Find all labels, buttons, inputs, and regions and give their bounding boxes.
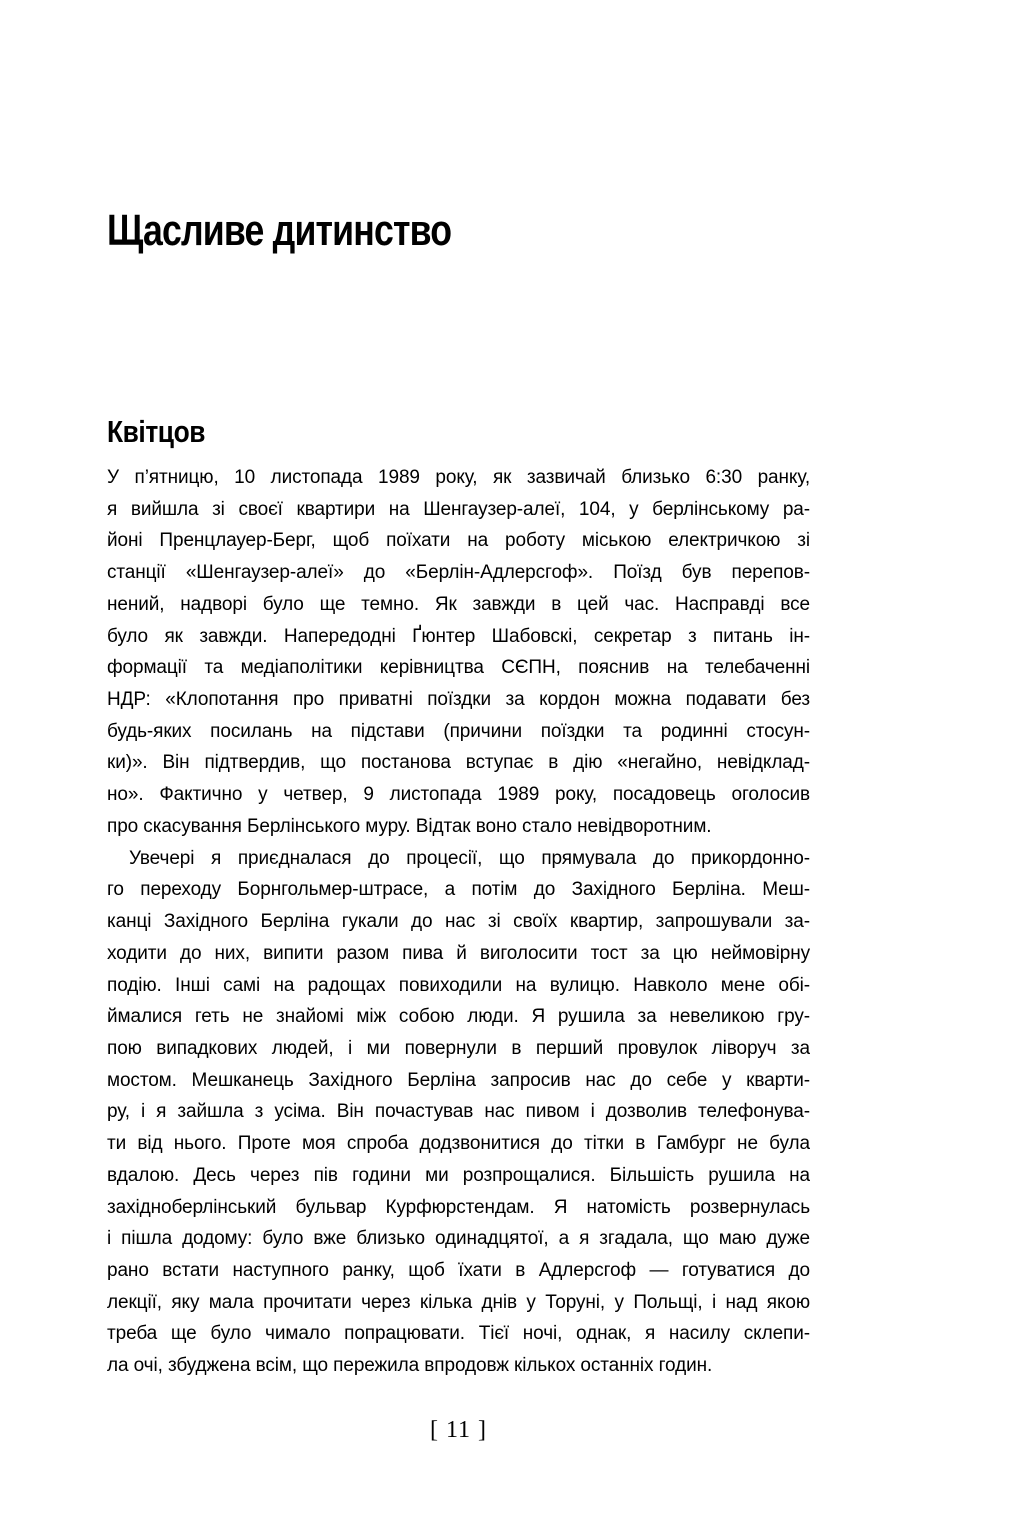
text-line: станції «Шенгаузер-алеї» до «Берлін-Адлерсгоф». Поїзд був перепов- [107, 562, 810, 584]
text-line: рано встати наступного ранку, щоб їхати в Адлерсгоф — готуватися до [107, 1259, 810, 1281]
text-line: подію. Інші самі на радощах повиходили на вулицю. Навколо мене обі- [107, 974, 810, 996]
text-line: ки)». Він підтвердив, що постанова вступає в дію «негайно, невідклад- [107, 752, 810, 774]
text-line: мостом. Мешканець Західного Берліна запросив нас до себе у кварти- [107, 1069, 810, 1091]
text-line: нений, надворі було ще темно. Як завжди в цей час. Насправді все [107, 593, 810, 615]
text-line: ти від нього. Проте моя спроба додзвонитися до тітки в Гамбург не була [107, 1133, 810, 1155]
paragraph-1 [107, 462, 810, 843]
paragraph-2 [107, 843, 810, 1382]
text-line: я вийшла зі своєї квартири на Шенгаузер-алеї, 104, у берлінському ра- [107, 498, 810, 520]
text-line: ру, і я зайшла з усіма. Він почастував нас пивом і дозволив телефонува- [107, 1101, 810, 1123]
text-line: ймалися геть не знайомі між собою люди. Я рушила за невеликою гру- [107, 1006, 810, 1028]
text-line: західноберлінський бульвар Курфюрстендам. Я натомість розвернулась [107, 1196, 810, 1218]
text-line: Увечері я приєдналася до процесії, що прямувала до прикордонно- [129, 847, 810, 869]
text-line: формації та медіаполітики керівництва СЄПН, пояснив на телебаченні [107, 657, 810, 679]
text-line: треба ще було чимало попрацювати. Тієї ночі, однак, я насилу склепи- [107, 1323, 810, 1345]
text-line: йоні Пренцлауер-Берг, щоб поїхати на роботу міською електричкою зі [107, 530, 810, 552]
text-line: ходити до них, випити разом пива й виголосити тост за цю неймовірну [107, 942, 810, 964]
text-line: но». Фактично у четвер, 9 листопада 1989 року, посадовець оголосив [107, 784, 810, 806]
text-line: лекції, яку мала прочитати через кілька днів у Торуні, у Польщі, і над якою [107, 1291, 810, 1313]
text-line: пою випадкових людей, і ми повернули в перший провулок ліворуч за [107, 1037, 810, 1059]
text-line: НДР: «Клопотання про приватні поїздки за кордон можна подавати без [107, 689, 810, 711]
body-text [107, 462, 810, 1382]
text-line: було як завжди. Напередодні Ґюнтер Шабовскі, секретар з питань ін- [107, 625, 810, 647]
section-heading: Квітцов [107, 413, 206, 449]
text-line: і пішла додому: було вже близько одинадцятої, а я згадала, що маю дуже [107, 1228, 810, 1250]
text-line: про скасування Берлінського муру. Відтак воно стало невідворотним. [107, 815, 712, 837]
text-line: вдалою. Десь через пів години ми розпрощалися. Більшість рушила на [107, 1164, 810, 1186]
text-line: канці Західного Берліна гукали до нас зі своїх квартир, запрошували за- [107, 911, 810, 933]
text-line: У п’ятницю, 10 листопада 1989 року, як зазвичай близько 6:30 ранку, [107, 467, 810, 488]
page-number: [ 11 ] [429, 1417, 488, 1443]
chapter-title: Щасливе дитинство [107, 206, 452, 256]
text-line: го переходу Борнгольмер-штрасе, а потім до Західного Берліна. Меш- [107, 879, 810, 901]
text-line: ла очі, збуджена всім, що пережила впродовж кількох останніх годин. [107, 1355, 713, 1377]
text-line: будь-яких посилань на підстави (причини поїздки та родинні стосун- [107, 720, 810, 742]
